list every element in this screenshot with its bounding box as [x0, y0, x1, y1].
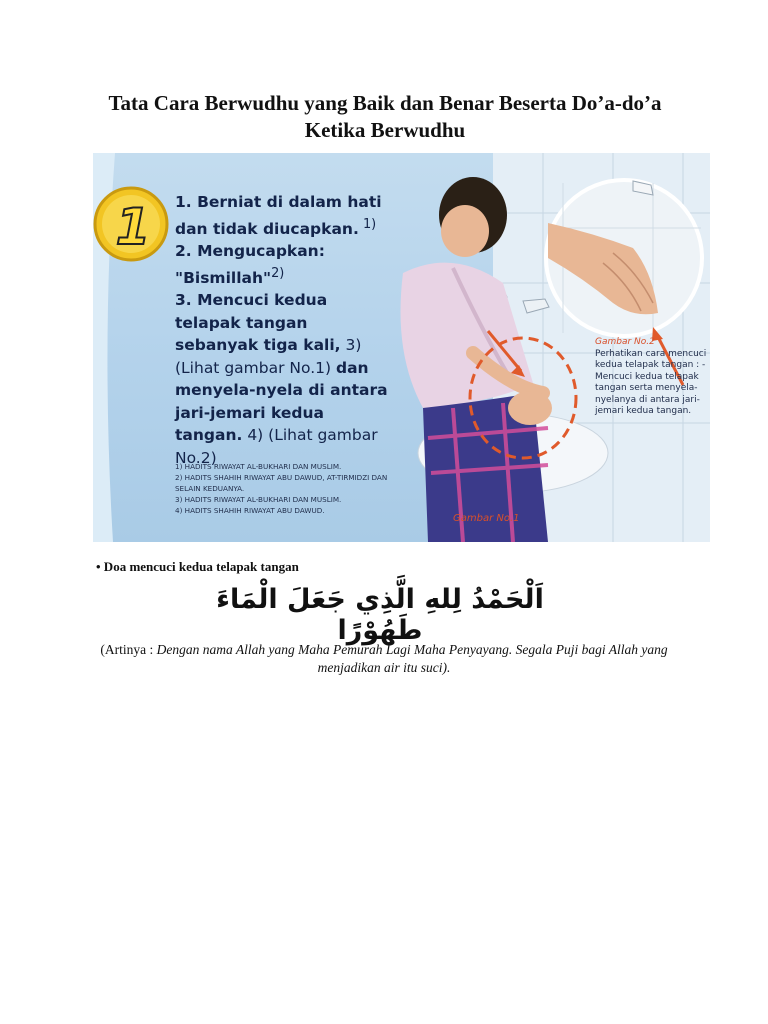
reference-item: 3) HADITS RIWAYAT AL-BUKHARI DAN MUSLIM.: [175, 495, 342, 504]
step-text: 3. Mencuci kedua telapak tangan sebanyak tiga kali,: [175, 291, 341, 355]
reference-item: 4) HADITS SHAHIH RIWAYAT ABU DAWUD.: [175, 506, 325, 515]
figure-1-caption: Gambar No.1: [453, 513, 520, 524]
step-item: [175, 289, 390, 469]
reference-item: 1) HADITS RIWAYAT AL-BUKHARI DAN MUSLIM.: [175, 462, 342, 471]
step-item: [175, 191, 390, 240]
page-title: Tata Cara Berwudhu yang Baik dan Benar Beserta Do’a-do’a Ketika Berwudhu: [108, 91, 662, 142]
meaning-prefix: (Artinya :: [100, 642, 157, 657]
figure-2-body: Perhatikan cara mencuci kedua telapak tangan : - Mencuci kedua telapak tangan serta menyela-nyelanya di antara jari-jemari kedua tangan.: [595, 348, 707, 416]
step-text: 1. Berniat di dalam hati dan tidak diucapkan.: [175, 193, 382, 238]
doa-heading: • Doa mencuci kedua telapak tangan: [96, 559, 299, 574]
step-text: dan menyela-nyela di antara jari-jemari kedua tangan.: [175, 358, 388, 445]
wudhu-illustration: [93, 153, 710, 542]
step-number-badge: 1: [115, 198, 151, 256]
step-note: 4) (Lihat gambar No.2): [175, 426, 378, 467]
meaning-text: Dengan nama Allah yang Maha Pemurah Lagi Maha Penyayang. Segala Puji bagi Allah yang menjadikan air itu suci).: [156, 642, 668, 675]
figure-2-heading: Gambar No.2: [595, 337, 655, 347]
step-text: 2. Mengucapkan: "Bismillah": [175, 242, 325, 287]
step-note: 1): [358, 216, 377, 232]
figure-2-caption: [595, 337, 707, 418]
steps-list: [175, 191, 390, 469]
arabic-prayer: اَلْحَمْدُ لِلهِ الَّذِي جَعَلَ الْمَاءَ طَهُوْرًا: [216, 584, 544, 646]
reference-item: 2) HADITS SHAHIH RIWAYAT ABU DAWUD, AT-TIRMIDZI DAN SELAIN KEDUANYA.: [175, 473, 388, 493]
step-item: [175, 240, 390, 289]
step-note: 2): [271, 265, 285, 281]
step-note: 3) (Lihat gambar No.1): [175, 336, 362, 377]
hadith-references: [175, 461, 395, 516]
prayer-meaning: [88, 641, 680, 677]
